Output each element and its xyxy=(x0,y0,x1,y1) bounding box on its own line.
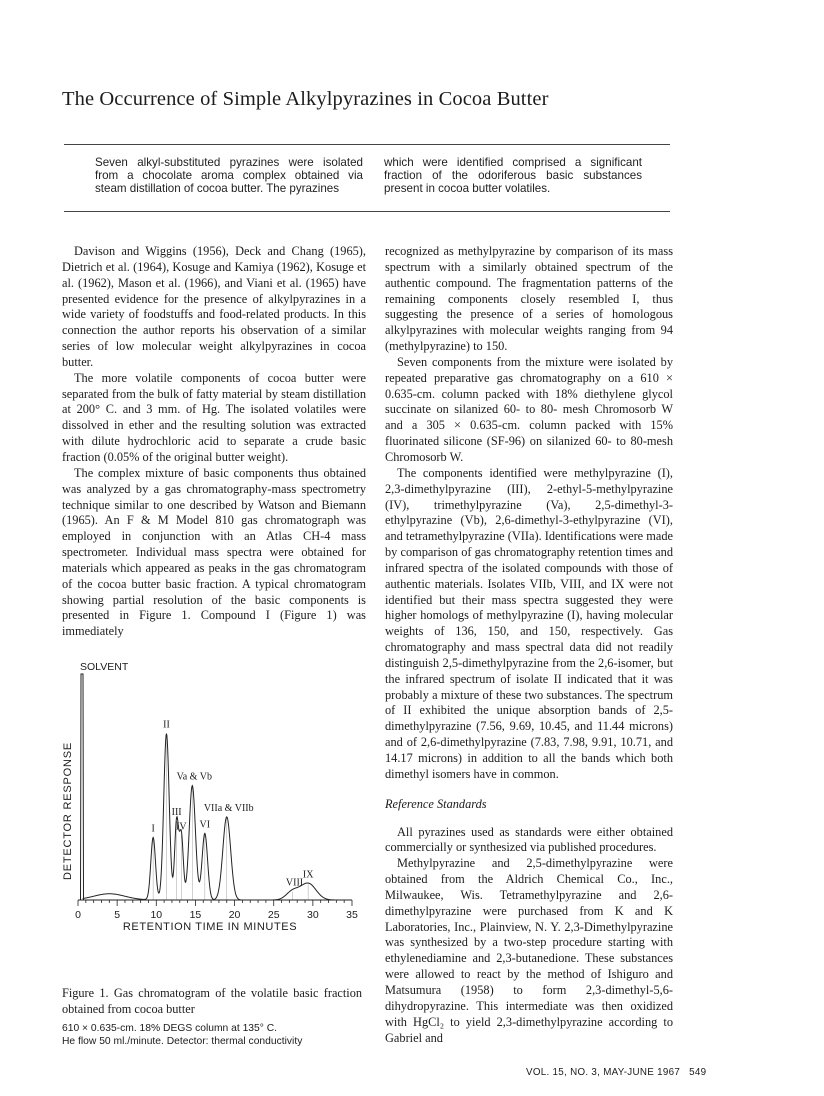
caption-text: Figure 1. Gas chromatogram of the volatile basic fraction obtained from cocoa butter xyxy=(62,986,362,1016)
paragraph: All pyrazines used as standards were either obtained commercially or synthesized via published procedures. xyxy=(385,824,673,855)
peak-label: VIIa & VIIb xyxy=(203,802,254,814)
page-footer xyxy=(520,1067,706,1078)
x-tick-label: 30 xyxy=(307,909,319,921)
x-tick-label: 35 xyxy=(346,909,358,921)
peak-label: VI xyxy=(199,819,211,831)
right-column xyxy=(385,244,673,1046)
paragraph: The complex mixture of basic components thus obtained was analyzed by a gas chromatography-mass spectrometry technique similar to one described by Watson and Biemann (1965). An F & M Model 810 gas chromatograph was employed in conjunction with an Atlas CH-4 mass spectrometer. Individual mass spectra were obtained for materials which appeared as peaks in the gas chromatogram of the cocoa butter basic fraction. A typical chromatogram showing partial resolution of the basic components is presented in Figure 1. Compound I (Figure 1) was immediately xyxy=(62,465,366,639)
abstract-left: Seven alkyl-substituted pyrazines were isolated from a chocolate aroma complex obtained via steam distillation of cocoa butter. The pyrazines xyxy=(95,156,363,196)
x-axis-label: RETENTION TIME IN MINUTES xyxy=(122,921,298,933)
figure-caption xyxy=(62,986,362,1048)
peak-label: VIII xyxy=(285,877,304,889)
left-column xyxy=(62,244,366,640)
gas-chromatogram-figure xyxy=(52,652,364,982)
peak-label: I xyxy=(151,823,155,835)
abstract-bottom-rule xyxy=(64,211,670,212)
x-tick-label: 20 xyxy=(228,909,241,921)
paragraph: The components identified were methylpyrazine (I), 2,3-dimethylpyrazine (III), 2-ethyl-5-methylpyrazine (IV), trimethylpyrazine (Va), 2,5-dimethyl-3-ethylpyrazine (Vb), 2,6-dimethyl-3-ethylpyrazine (VI), and tetramethylpyrazine (VIIa). Identifications were made by comparison of gas chromatography retention times and infrared spectra of the isolated compounds with those of authentic materials. Isolates VIIb, VIII, and IX were not identified but their mass spectra suggested they were higher homologs of methylpyrazine (I), having molecular weights of 136, 150, and 150, respectively. Gas chromatography and mass spectral data did not readily distinguish 2,5-dimethylpyrazine from the 2,6-isomer, but the infrared spectrum of isolate II indicated that it was probably a mixture of these two substances. The spectrum of II exhibited the unique absorption bands of 2,5-dimethylpyrazine (7.56, 9.69, 10.45, and 11.44 microns) and of 2,6-dimethylpyrazine (7.83, 7.98, 9.91, 10.71, and 14.17 microns) in addition to all the bands which both dimethyl isomers have in common. xyxy=(385,465,673,781)
peak-label: IX xyxy=(302,869,314,881)
y-axis-label: DETECTOR RESPONSE xyxy=(62,741,74,881)
paragraph: Methylpyrazine and 2,5-dimethylpyrazine were obtained from the Aldrich Chemical Co., Inc., Milwaukee, Wis. Tetramethylpyrazine and 2,6-dimethylpyrazine were purchased from K and K Laboratories, Inc., Plainview, N. Y. 2,3-Dimethylpyrazine was synthesized by a two-step procedure starting with ethylenediamine and 2,3-butanedione. These substances were allowed to react by the method of Ishiguro and Matsumura (1958) to form 2,3-dimethyl-5,6-dihydropyrazine. This intermediate was then oxidized with HgCl₂ to yield 2,3-dimethylpyrazine according to Gabriel and xyxy=(385,856,673,1045)
x-tick-label: 15 xyxy=(189,909,202,921)
abstract-right: which were identified comprised a significant fraction of the odoriferous basic substances present in cocoa butter volatiles. xyxy=(384,156,642,196)
paragraph: The more volatile components of cocoa butter were separated from the bulk of fatty material by steam distillation at 200° C. and 3 mm. of Hg. The isolated volatiles were dissolved in ether and the resulting solution was extracted with dilute hydrochloric acid to separate a crude basic fraction (0.05% of the original butter weight). xyxy=(62,370,366,464)
peak-label: II xyxy=(163,719,170,731)
solvent-label: SOLVENT xyxy=(80,661,129,673)
journal-issue: VOL. 15, NO. 3, MAY-JUNE 1967 xyxy=(526,1067,681,1078)
caption-conditions-1: 610 × 0.635-cm. 18% DEGS column at 135° C. xyxy=(62,1023,278,1034)
peak-label: III xyxy=(171,806,182,818)
paragraph: Seven components from the mixture were isolated by repeated preparative gas chromatography on a 610 × 0.635-cm. column packed with 18% diethylene glycol succinate on silanized 60- to 80- mesh Chromosorb W and a 305 × 0.635-cm. column packed with 15% fluorinated silicone (SF-96) on silanized 60- to 80-mesh Chromosorb W. xyxy=(385,354,673,464)
paragraph: recognized as methylpyrazine by comparison of its mass spectrum with a similarly obtained spectrum of the authentic compound. The fragmentation patterns of the remaining components closely resembled I, thus suggesting the presence of a series of homologous alkylpyrazines with molecular weights ranging from 94 (methylpyrazine) to 150. xyxy=(385,244,673,354)
x-tick-label: 25 xyxy=(267,909,280,921)
article-title: The Occurrence of Simple Alkylpyrazines in Cocoa Butter xyxy=(62,88,549,110)
x-tick-label: 5 xyxy=(114,909,121,921)
section-heading: Reference Standards xyxy=(385,796,487,811)
solvent-peak xyxy=(81,674,84,900)
paragraph: Davison and Wiggins (1956), Deck and Chang (1965), Dietrich et al. (1964), Kosuge and Kamiya (1962), Kosuge et al. (1962), Mason et al. (1966), and Viani et al. (1965) have presented evidence for the presence of alkylpyrazines in a wide variety of foodstuffs and food-related products. In this connection the author reports his observation of a similar series of low molecular weight alkylpyrazines in cocoa butter. xyxy=(62,244,366,369)
peak-label: Va & Vb xyxy=(176,771,212,783)
x-tick-label: 10 xyxy=(150,909,163,921)
page-number: 549 xyxy=(689,1067,707,1078)
abstract-top-rule xyxy=(64,144,670,145)
peak-label: IV xyxy=(176,821,187,833)
caption-conditions-2: He flow 50 ml./minute. Detector: thermal conductivity xyxy=(62,1035,303,1047)
x-tick-label: 0 xyxy=(75,909,81,921)
